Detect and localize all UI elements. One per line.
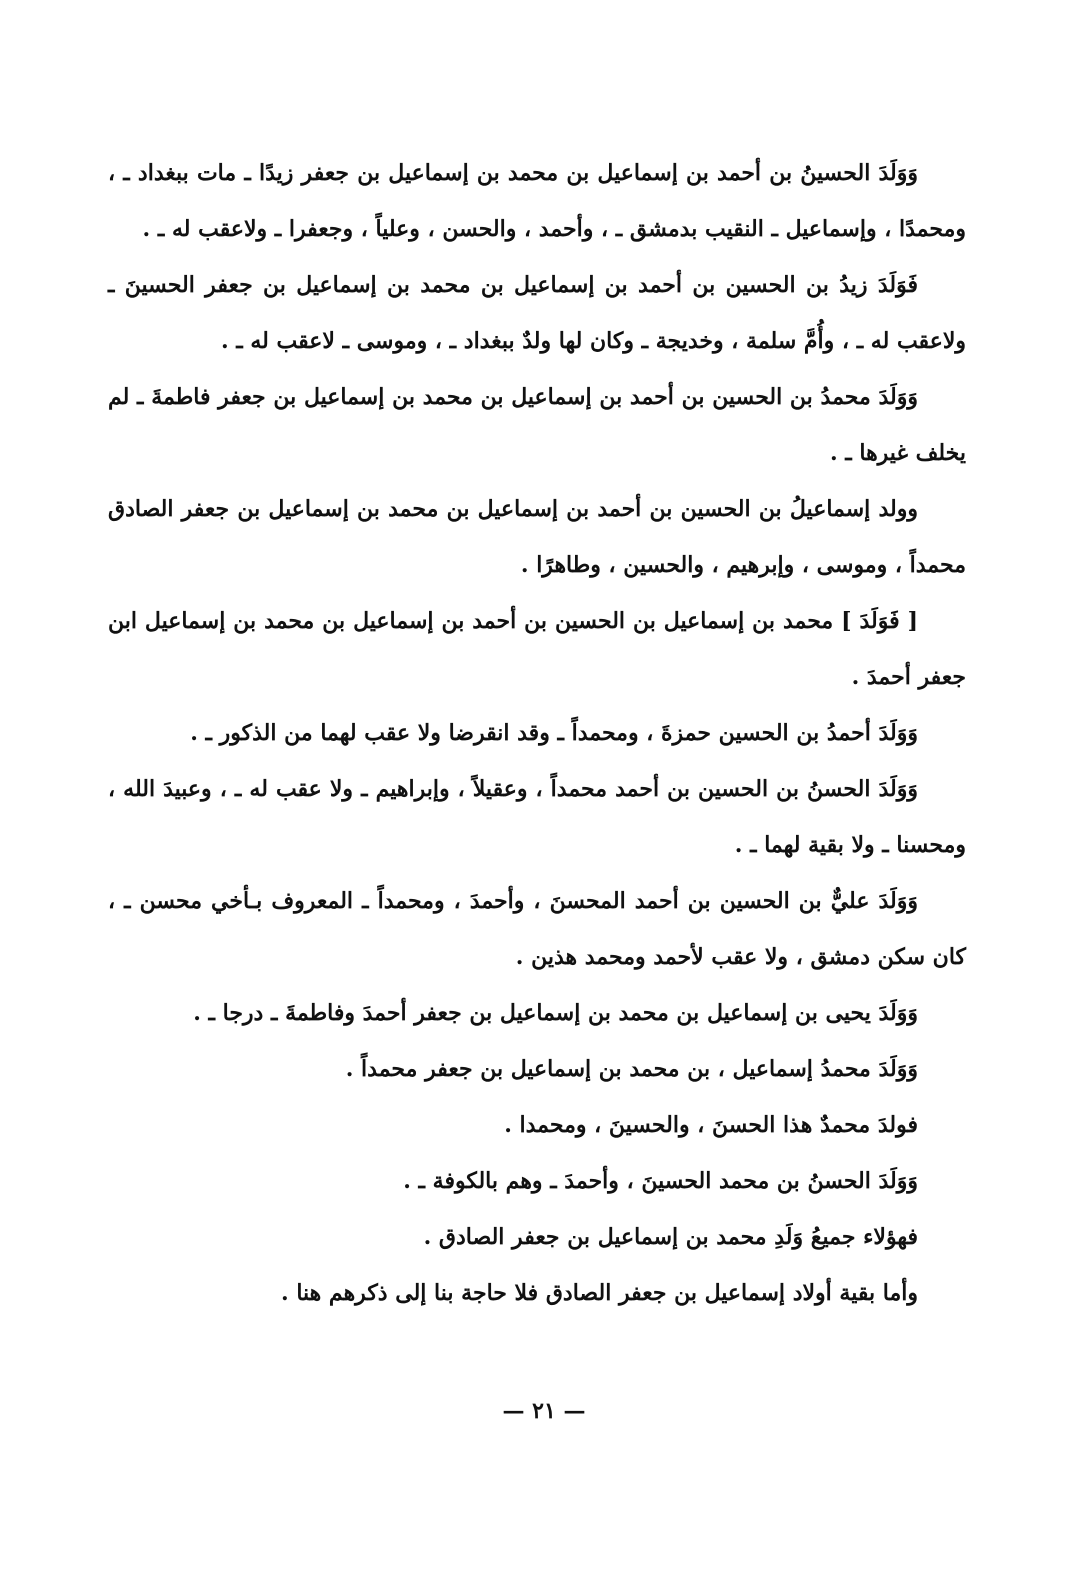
- paragraph-7: وَوَلَدَ الحسنُ بن الحسين بن أحمد محمداً ، وعقيلاً ، وإبراهيم ـ ولا عقب له ـ ، وعبيدَ الله ، ومحسنا ـ ولا بقية لهما ـ .: [108, 776, 966, 858]
- paragraph-1: وَوَلَدَ الحسينُ بن أحمد بن إسماعيل بن محمد بن إسماعيل بن جعفر زيدًا ـ مات ببغداد ـ ، ومحمدًا ، وإسماعيل ـ النقيب بدمشق ـ ، وأحمد ، والحسن ، وعلياً ، وجعفرا ـ ولاعقب له ـ .: [108, 160, 966, 242]
- paragraph-14: وأما بقية أولاد إسماعيل بن جعفر الصادق فلا حاجة بنا إلى ذكرهم هنا .: [281, 1280, 918, 1306]
- paragraph-12: وَوَلَدَ الحسنُ بن محمد الحسينَ ، وأحمدَ ـ وهم بالكوفة ـ .: [403, 1168, 918, 1194]
- paragraph-3: وَوَلَدَ محمدُ بن الحسين بن أحمد بن إسماعيل بن محمد بن إسماعيل بن جعفر فاطمةَ ـ لم يخلف غيرها ـ .: [108, 384, 966, 466]
- body-text: [108, 145, 966, 1321]
- page-number: — ٢١ —: [502, 1398, 586, 1424]
- paragraph-5: [ فَوَلَدَ ] محمد بن إسماعيل بن الحسين بن أحمد بن إسماعيل بن محمد بن إسماعيل ابن جعفر أحمدَ .: [108, 608, 966, 690]
- paragraph-10: وَوَلَدَ محمدُ إسماعيل ، بن محمد بن إسماعيل بن جعفر محمداً .: [345, 1056, 918, 1082]
- paragraph-4: وولد إسماعيلُ بن الحسين بن أحمد بن إسماعيل بن محمد بن إسماعيل بن جعفر الصادق محمداً ، وموسى ، وإبرهيم ، والحسين ، وطاهرًا .: [108, 496, 966, 578]
- paragraph-2: فَوَلَدَ زيدُ بن الحسين بن أحمد بن إسماعيل بن محمد بن إسماعيل بن جعفر الحسينَ ـ ولاعقب له ـ ، وأُمَّ سلمة ، وخديجة ـ وكان لها ولدٌ ببغداد ـ ، وموسى ـ لاعقب له ـ .: [108, 272, 966, 354]
- paragraph-8: وَوَلَدَ عليٌّ بن الحسين بن أحمد المحسنَ ، وأحمدَ ، ومحمداً ـ المعروف بـأخي محسن ـ ، كان سكن دمشق ، ولا عقب لأحمد ومحمد هذين .: [108, 888, 966, 970]
- paragraph-9: وَوَلَدَ يحيى بن إسماعيل بن محمد بن إسماعيل بن جعفر أحمدَ وفاطمةَ ـ درجا ـ .: [193, 1000, 918, 1026]
- paragraph-6: وَوَلَدَ أحمدُ بن الحسين حمزةَ ، ومحمداً ـ وقد انقرضا ولا عقب لهما من الذكور ـ .: [190, 720, 918, 746]
- paragraph-13: فهؤلاء جميعُ وَلَدِ محمد بن إسماعيل بن جعفر الصادق .: [423, 1224, 918, 1250]
- paragraph-11: فولدَ محمدٌ هذا الحسنَ ، والحسينَ ، ومحمدا .: [504, 1112, 918, 1138]
